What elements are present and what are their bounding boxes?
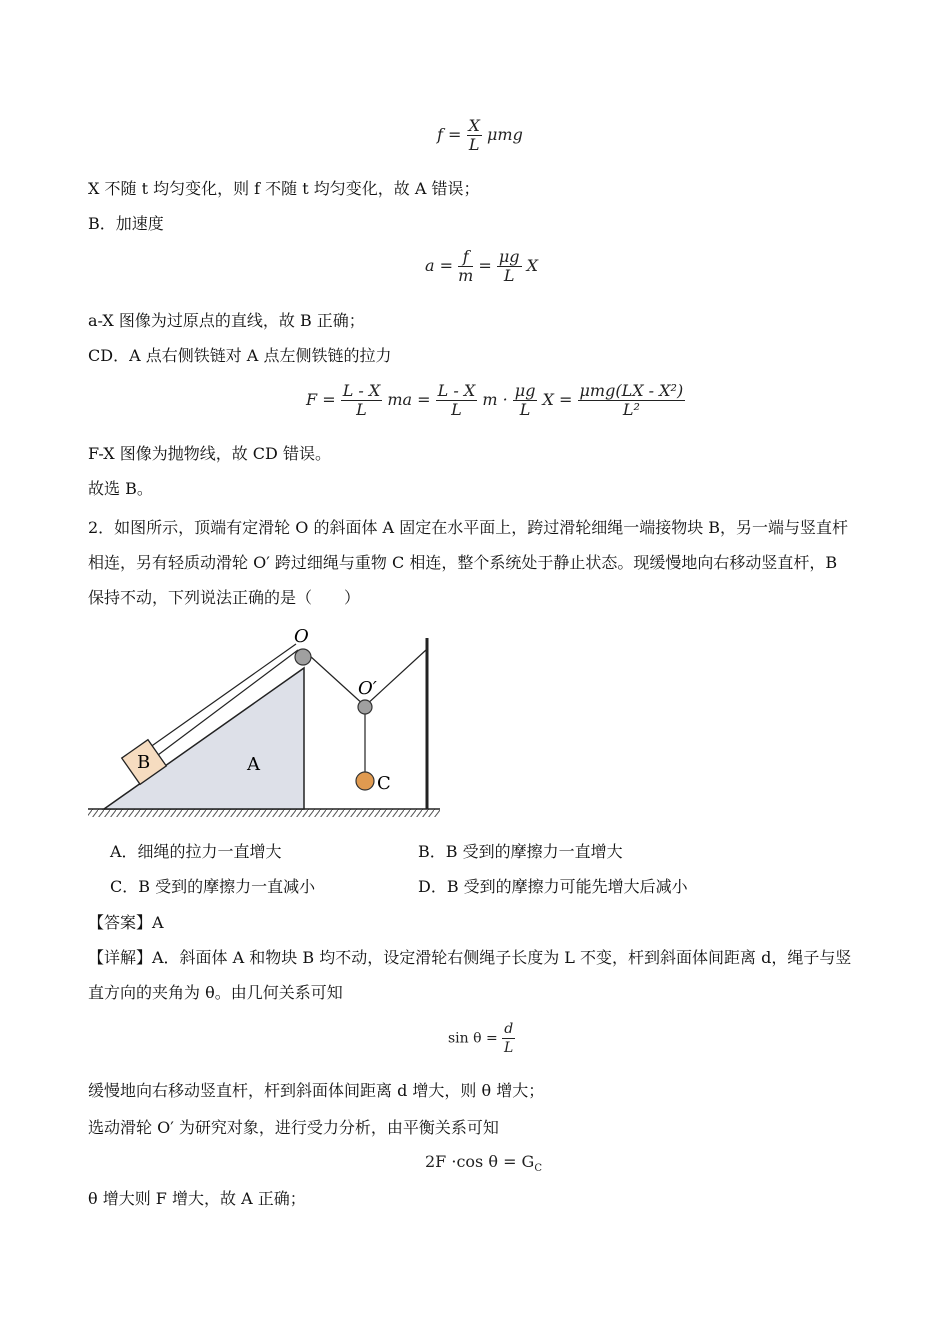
answer: 【答案】A xyxy=(88,913,164,932)
text-line: θ 增大则 F 增大，故 A 正确； xyxy=(88,1189,306,1208)
fraction: $\frac{d}{L}$ xyxy=(504,1021,514,1056)
option-c: C．B 受到的摩擦力一直减小 xyxy=(110,877,316,896)
label-c: C xyxy=(377,773,391,794)
question-text: 2．如图所示，顶端有定滑轮 O 的斜面体 A 固定在水平面上，跨过滑轮细绳一端接物块 B，另一端与竖直杆相连，另有轻质动滑轮 O′ 跨过细绳与重物 C 相连，整个系统处于静止状态。现缓慢地向右移动竖直杆，B 保持不动，下列说法正确的是（ ） xyxy=(88,518,849,607)
moving-pulley-o-prime xyxy=(358,700,372,714)
fraction: $\frac{\mu g}{L}$ xyxy=(514,381,536,419)
text-line: 缓慢地向右移动竖直杆，杆到斜面体间距离 d 增大，则 θ 增大； xyxy=(88,1081,545,1100)
text-line: CD．A 点右侧铁链对 A 点左侧铁链的拉力 xyxy=(88,346,392,365)
fraction: $\frac{\mu g}{L}$ xyxy=(498,247,520,285)
label-o: O xyxy=(294,626,309,647)
text-line: a-X 图像为过原点的直线，故 B 正确； xyxy=(88,311,365,330)
option-d: D．B 受到的摩擦力可能先增大后减小 xyxy=(418,877,688,896)
equation-sin: sin θ = $\frac{d}{L}$ xyxy=(448,1021,514,1056)
label-b: B xyxy=(137,752,151,773)
fraction: $\frac{\text{μmg(LX - X²)}}{\text{L²}}$ xyxy=(579,381,684,419)
option-a: A．细绳的拉力一直增大 xyxy=(110,842,282,861)
text-line: X 不随 t 均匀变化，则 f 不随 t 均匀变化，故 A 错误； xyxy=(88,179,480,198)
text-line: B．加速度 xyxy=(88,214,164,233)
equation-tension: F = $\frac{L - X}{L}$ ma = $\frac{L - X}{L}$ m · $\frac{\mu g}{L}$ X = $\frac{\text{μmg(LX - X²)}}{\text{L²}}$ xyxy=(306,381,684,419)
option-b: B．B 受到的摩擦力一直增大 xyxy=(418,842,623,861)
fraction: $\frac{X}{L}$ xyxy=(468,116,480,154)
fixed-pulley-o xyxy=(295,649,311,665)
fraction: $\frac{f}{m}$ xyxy=(458,247,474,285)
physics-figure xyxy=(86,626,446,826)
text-line: 选动滑轮 O′ 为研究对象，进行受力分析，由平衡关系可知 xyxy=(88,1118,499,1137)
incline-a xyxy=(104,668,304,809)
fraction: $\frac{L - X}{L}$ xyxy=(437,381,476,419)
ground-hatch xyxy=(88,809,440,817)
text-line: F-X 图像为抛物线，故 CD 错误。 xyxy=(88,444,331,463)
detail-text: 【详解】A．斜面体 A 和物块 B 均不动，设定滑轮右侧绳子长度为 L 不变，杆到斜面体间距离 d，绳子与竖直方向的夹角为 θ。由几何关系可知 xyxy=(88,948,852,1002)
equation-acceleration: a = $\frac{f}{m}$ = $\frac{\mu g}{L}$ X xyxy=(425,247,539,285)
fraction: $\frac{L - X}{L}$ xyxy=(342,381,381,419)
equation-balance: 2F ·cos $\theta = G_C$ xyxy=(425,1152,542,1175)
weight-c xyxy=(356,772,374,790)
label-o-prime: O′ xyxy=(358,678,377,699)
label-a: A xyxy=(247,754,260,775)
text-line: 故选 B。 xyxy=(88,479,153,498)
equation-friction: f = $\frac{X}{L}$ μmg xyxy=(437,116,523,154)
